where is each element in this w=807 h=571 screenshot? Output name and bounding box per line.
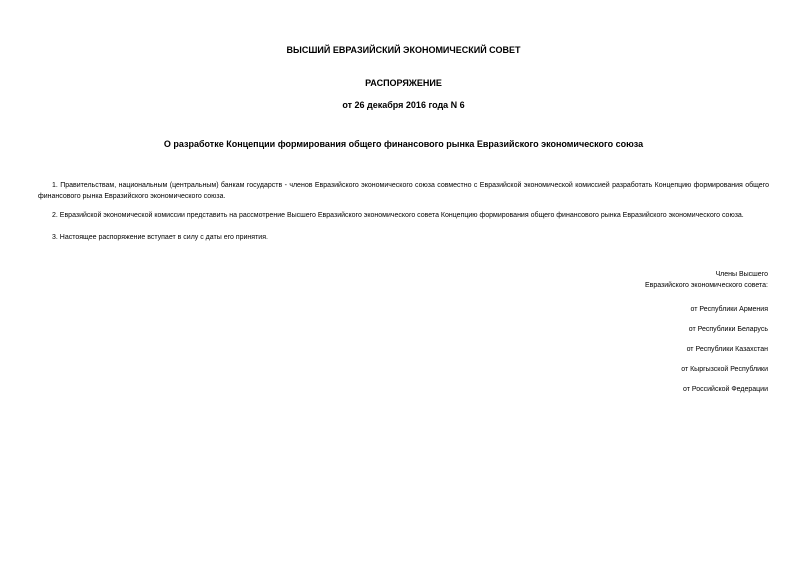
signature-armenia: от Республики Армения [690,306,768,313]
document-title: О разработке Концепции формирования общего финансового рынка Евразийского экономического союза [163,139,644,149]
signatures-heading [645,269,768,291]
paragraph-1: 1. Правительствам, национальным (центральным) банкам государств - членов Евразийского экономического союза совместно с Евразийской экономической комиссией разработать Концепцию формирования общего финансового рынка Евразийского экономического союза. [38,182,769,200]
signatures-heading-line-2: Евразийского экономического совета: [644,282,768,289]
signature-belarus: от Республики Беларусь [688,326,768,333]
paragraph-2: 2. Евразийской экономической комиссии представить на рассмотрение Высшего Евразийского экономического совета Концепцию формирования общего финансового рынка Евразийского экономического союза. [52,212,744,219]
signature-russia: от Российской Федерации [682,386,768,393]
document-date-number: от 26 декабря 2016 года N 6 [342,100,465,110]
paragraph-3: 3. Настоящее распоряжение вступает в силу с даты его принятия. [52,234,268,241]
signatures-heading-line-1: Члены Высшего [715,271,768,278]
document-type-heading: РАСПОРЯЖЕНИЕ [365,78,442,88]
organization-heading: ВЫСШИЙ ЕВРАЗИЙСКИЙ ЭКОНОМИЧЕСКИЙ СОВЕТ [286,45,521,55]
signature-kazakhstan: от Республики Казахстан [686,346,768,353]
signature-kyrgyzstan: от Кыргызской Республики [681,366,768,373]
